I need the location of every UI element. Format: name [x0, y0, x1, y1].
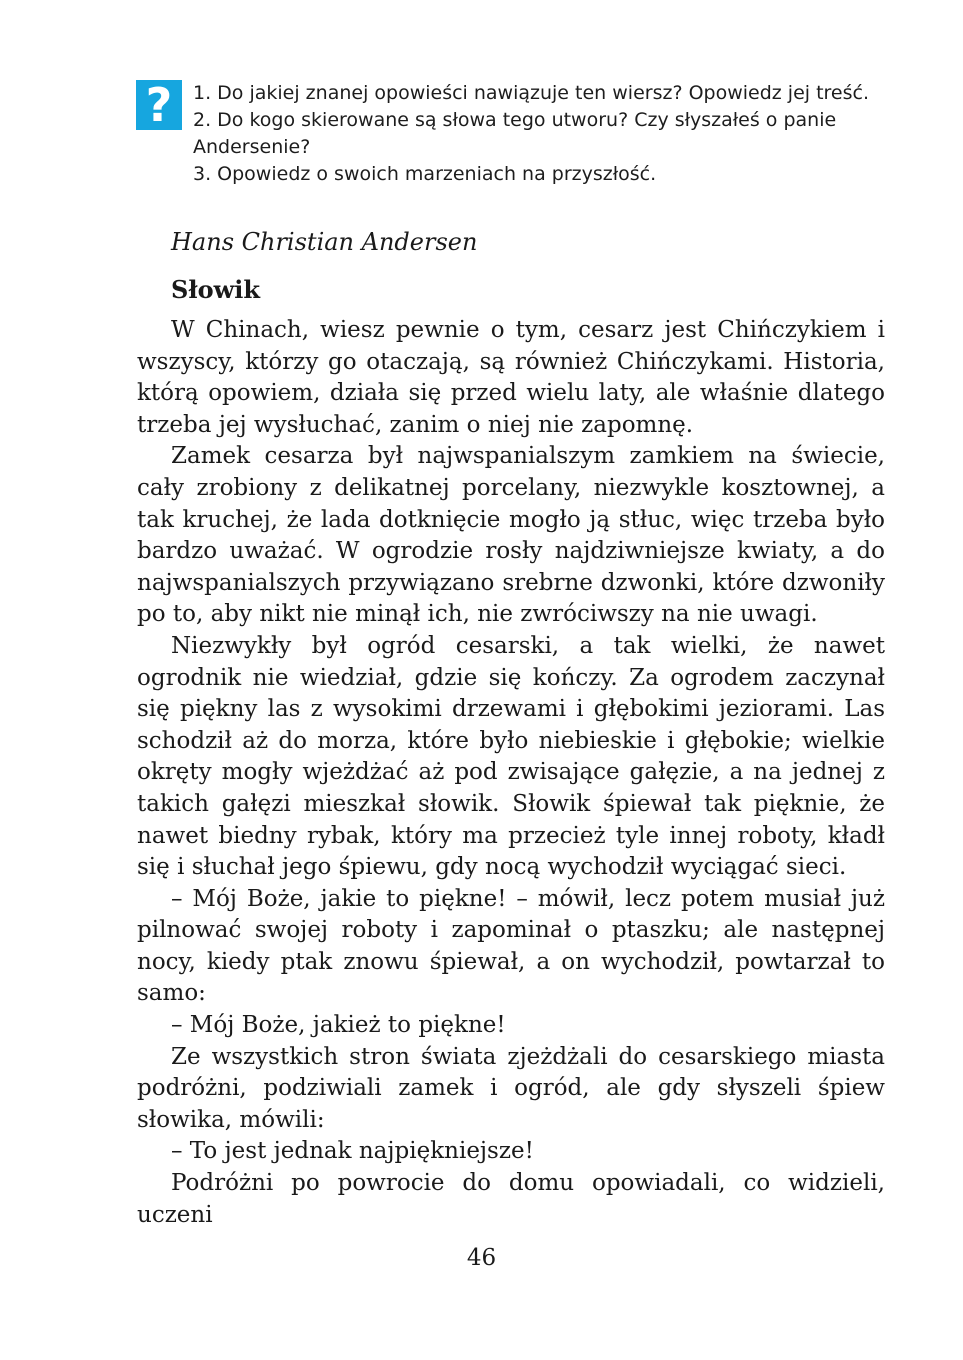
question-item-1: 1. Do jakiej znanej opowieści nawiązuje ten wiersz? Opowiedz jej treść.: [193, 82, 869, 104]
paragraph-5: – Mój Boże, jakież to piękne!: [171, 1012, 506, 1039]
story-title: Słowik: [171, 275, 260, 304]
author-name: Hans Christian Andersen: [171, 228, 478, 256]
paragraph-6: Ze wszystkich stron świata zjeżdżali do cesarskiego miasta podróżni, podziwiali zamek i ogród, ale gdy słyszeli śpiew słowika, mówili:: [137, 1043, 885, 1133]
question-list: [193, 80, 893, 188]
paragraph-8: Podróżni po powrocie do domu opowiadali, co widzieli, uczeni: [137, 1170, 885, 1228]
paragraph-2: Zamek cesarza był najwspanialszym zamkiem na świecie, cały zrobiony z delikatnej porcelany, niezwykle kosztownej, a tak kruchej, że lada dotknięcie mogło ją stłuc, więc trzeba było bardzo uważać. W ogrodzie rosły najdziwniejsze kwiaty, a do najwspanialszych przywiązano srebrne dzwonki, które dzwoniły po to, aby nikt nie minął ich, nie zwróciwszy na nie uwagi.: [137, 443, 885, 628]
paragraph-3: Niezwykły był ogród cesarski, a tak wielki, że nawet ogrodnik nie wiedział, gdzie się kończy. Za ogrodem zaczynał się piękny las z wysokimi drzewami i głębokimi jeziorami. Las schodził aż do morza, które było niebieskie i głębokie; wielkie okręty mogły wjeżdżać aż pod zwisające gałęzie, a na jednej z takich gałęzi mieszkał słowik. Słowik śpiewał tak pięknie, że nawet biedny rybak, który ma przecież tyle innej roboty, kładł się i słuchał jego śpiewu, gdy nocą wychodził wyciągać sieci.: [137, 632, 885, 881]
paragraph-4: – Mój Boże, jakie to piękne! – mówił, lecz potem musiał już pilnować swojej roboty i zapominał o ptaszku; ale następnej nocy, kiedy ptak znowu śpiewał, a on wychodził, powtarzał to samo:: [137, 885, 885, 1007]
paragraph-1: W Chinach, wiesz pewnie o tym, cesarz jest Chińczykiem i wszyscy, którzy go otaczają, są również Chińczykami. Historia, którą opowiem, działa się przed wielu laty, ale właśnie dlatego trzeba jej wysłuchać, zanim o niej nie zapomnę.: [137, 317, 885, 438]
question-item-3: 3. Opowiedz o swoich marzeniach na przyszłość.: [193, 163, 657, 185]
paragraph-7: – To jest jednak najpiękniejsze!: [171, 1138, 534, 1165]
story-article: [137, 222, 885, 1231]
question-item-2: 2. Do kogo skierowane są słowa tego utworu? Czy słyszałeś o panie Andersenie?: [193, 109, 837, 158]
question-mark-icon: ?: [136, 80, 182, 130]
page-number: 46: [466, 1245, 497, 1271]
